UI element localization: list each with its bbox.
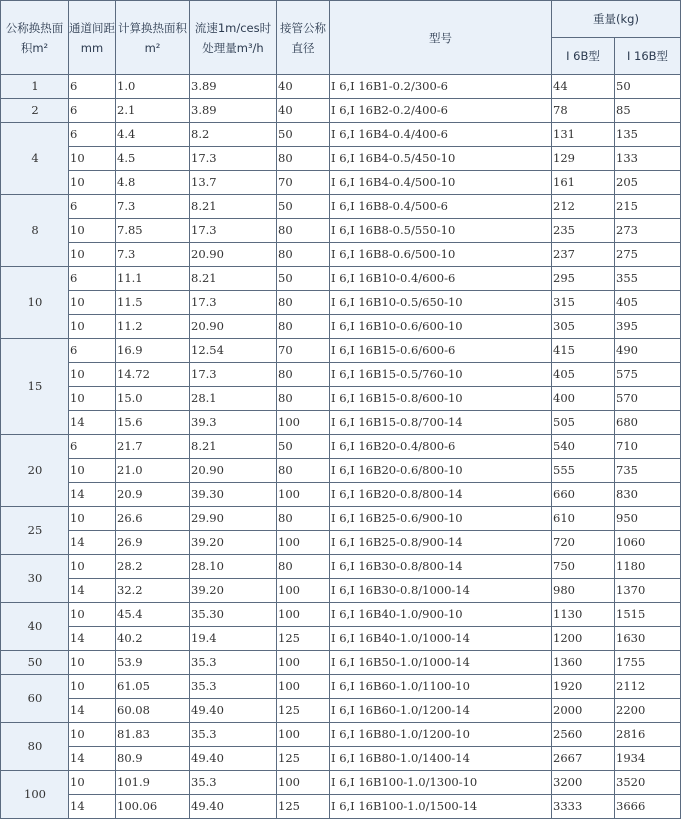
weight-16b-cell: 1630 xyxy=(615,627,681,651)
model-cell: I 6,I 16B40-1.0/1000-14 xyxy=(330,627,552,651)
table-row xyxy=(1,459,681,483)
gap-cell: 6 xyxy=(69,75,116,99)
weight-6b-cell: 295 xyxy=(552,267,615,291)
weight-16b-cell: 205 xyxy=(615,171,681,195)
table-row xyxy=(1,387,681,411)
calc-area-cell: 15.0 xyxy=(116,387,190,411)
pipe-cell: 50 xyxy=(277,195,330,219)
weight-16b-cell: 1515 xyxy=(615,603,681,627)
pipe-cell: 40 xyxy=(277,75,330,99)
weight-16b-cell: 1934 xyxy=(615,747,681,771)
weight-6b-cell: 235 xyxy=(552,219,615,243)
calc-area-cell: 7.85 xyxy=(116,219,190,243)
weight-16b-cell: 273 xyxy=(615,219,681,243)
area-cell: 2 xyxy=(1,99,69,123)
area-cell: 60 xyxy=(1,675,69,723)
pipe-cell: 80 xyxy=(277,507,330,531)
weight-6b-cell: 3200 xyxy=(552,771,615,795)
pipe-cell: 100 xyxy=(277,603,330,627)
weight-16b-cell: 710 xyxy=(615,435,681,459)
pipe-cell: 100 xyxy=(277,483,330,507)
flow-cell: 3.89 xyxy=(190,99,277,123)
weight-6b-cell: 400 xyxy=(552,387,615,411)
calc-area-cell: 14.72 xyxy=(116,363,190,387)
weight-6b-cell: 1130 xyxy=(552,603,615,627)
flow-cell: 17.3 xyxy=(190,147,277,171)
weight-6b-cell: 405 xyxy=(552,363,615,387)
pipe-cell: 100 xyxy=(277,675,330,699)
table-row xyxy=(1,771,681,795)
flow-cell: 35.3 xyxy=(190,651,277,675)
flow-cell: 12.54 xyxy=(190,339,277,363)
gap-cell: 10 xyxy=(69,315,116,339)
header-weight-6b: I 6B型 xyxy=(552,38,615,75)
flow-cell: 8.21 xyxy=(190,195,277,219)
calc-area-cell: 61.05 xyxy=(116,675,190,699)
gap-cell: 10 xyxy=(69,243,116,267)
weight-6b-cell: 660 xyxy=(552,483,615,507)
weight-16b-cell: 1060 xyxy=(615,531,681,555)
pipe-cell: 125 xyxy=(277,699,330,723)
pipe-cell: 50 xyxy=(277,123,330,147)
flow-cell: 49.40 xyxy=(190,747,277,771)
weight-16b-cell: 950 xyxy=(615,507,681,531)
calc-area-cell: 80.9 xyxy=(116,747,190,771)
weight-6b-cell: 131 xyxy=(552,123,615,147)
model-cell: I 6,I 16B8-0.4/500-6 xyxy=(330,195,552,219)
table-row xyxy=(1,603,681,627)
weight-16b-cell: 275 xyxy=(615,243,681,267)
model-cell: I 6,I 16B8-0.5/550-10 xyxy=(330,219,552,243)
area-cell: 80 xyxy=(1,723,69,771)
flow-cell: 35.30 xyxy=(190,603,277,627)
model-cell: I 6,I 16B60-1.0/1100-10 xyxy=(330,675,552,699)
flow-cell: 39.3 xyxy=(190,411,277,435)
pipe-cell: 50 xyxy=(277,435,330,459)
calc-area-cell: 45.4 xyxy=(116,603,190,627)
gap-cell: 14 xyxy=(69,795,116,819)
flow-cell: 19.4 xyxy=(190,627,277,651)
weight-6b-cell: 315 xyxy=(552,291,615,315)
gap-cell: 10 xyxy=(69,219,116,243)
weight-6b-cell: 237 xyxy=(552,243,615,267)
weight-16b-cell: 830 xyxy=(615,483,681,507)
pipe-cell: 100 xyxy=(277,531,330,555)
table-row xyxy=(1,171,681,195)
gap-cell: 10 xyxy=(69,363,116,387)
pipe-cell: 40 xyxy=(277,99,330,123)
model-cell: I 6,I 16B10-0.5/650-10 xyxy=(330,291,552,315)
gap-cell: 10 xyxy=(69,651,116,675)
model-cell: I 6,I 16B25-0.8/900-14 xyxy=(330,531,552,555)
weight-16b-cell: 135 xyxy=(615,123,681,147)
weight-6b-cell: 1920 xyxy=(552,675,615,699)
flow-cell: 8.2 xyxy=(190,123,277,147)
table-row xyxy=(1,555,681,579)
table-row xyxy=(1,123,681,147)
calc-area-cell: 100.06 xyxy=(116,795,190,819)
gap-cell: 10 xyxy=(69,555,116,579)
flow-cell: 49.40 xyxy=(190,795,277,819)
calc-area-cell: 21.0 xyxy=(116,459,190,483)
table-row xyxy=(1,699,681,723)
calc-area-cell: 32.2 xyxy=(116,579,190,603)
flow-cell: 20.90 xyxy=(190,459,277,483)
weight-6b-cell: 212 xyxy=(552,195,615,219)
flow-cell: 39.20 xyxy=(190,531,277,555)
calc-area-cell: 4.4 xyxy=(116,123,190,147)
calc-area-cell: 2.1 xyxy=(116,99,190,123)
gap-cell: 10 xyxy=(69,723,116,747)
weight-16b-cell: 2816 xyxy=(615,723,681,747)
gap-cell: 10 xyxy=(69,507,116,531)
calc-area-cell: 28.2 xyxy=(116,555,190,579)
weight-16b-cell: 735 xyxy=(615,459,681,483)
table-row xyxy=(1,195,681,219)
pipe-cell: 80 xyxy=(277,315,330,339)
pipe-cell: 125 xyxy=(277,795,330,819)
gap-cell: 6 xyxy=(69,339,116,363)
flow-cell: 49.40 xyxy=(190,699,277,723)
pipe-cell: 80 xyxy=(277,363,330,387)
table-row xyxy=(1,579,681,603)
weight-6b-cell: 610 xyxy=(552,507,615,531)
model-cell: I 6,I 16B15-0.8/700-14 xyxy=(330,411,552,435)
table-row xyxy=(1,627,681,651)
calc-area-cell: 21.7 xyxy=(116,435,190,459)
gap-cell: 14 xyxy=(69,531,116,555)
area-cell: 30 xyxy=(1,555,69,603)
weight-16b-cell: 2200 xyxy=(615,699,681,723)
area-cell: 50 xyxy=(1,651,69,675)
gap-cell: 10 xyxy=(69,387,116,411)
calc-area-cell: 4.5 xyxy=(116,147,190,171)
weight-6b-cell: 415 xyxy=(552,339,615,363)
table-row xyxy=(1,675,681,699)
flow-cell: 35.3 xyxy=(190,771,277,795)
model-cell: I 6,I 16B50-1.0/1000-14 xyxy=(330,651,552,675)
gap-cell: 14 xyxy=(69,747,116,771)
flow-cell: 13.7 xyxy=(190,171,277,195)
gap-cell: 6 xyxy=(69,99,116,123)
table-row xyxy=(1,723,681,747)
weight-16b-cell: 3520 xyxy=(615,771,681,795)
pipe-cell: 100 xyxy=(277,579,330,603)
gap-cell: 10 xyxy=(69,603,116,627)
flow-cell: 39.30 xyxy=(190,483,277,507)
pipe-cell: 125 xyxy=(277,747,330,771)
weight-16b-cell: 575 xyxy=(615,363,681,387)
calc-area-cell: 60.08 xyxy=(116,699,190,723)
table-row xyxy=(1,531,681,555)
model-cell: I 6,I 16B40-1.0/900-10 xyxy=(330,603,552,627)
gap-cell: 10 xyxy=(69,459,116,483)
pipe-cell: 100 xyxy=(277,723,330,747)
model-cell: I 6,I 16B20-0.8/800-14 xyxy=(330,483,552,507)
weight-6b-cell: 129 xyxy=(552,147,615,171)
table-row xyxy=(1,147,681,171)
calc-area-cell: 11.1 xyxy=(116,267,190,291)
pipe-cell: 100 xyxy=(277,411,330,435)
weight-6b-cell: 3333 xyxy=(552,795,615,819)
weight-16b-cell: 50 xyxy=(615,75,681,99)
weight-16b-cell: 133 xyxy=(615,147,681,171)
gap-cell: 14 xyxy=(69,411,116,435)
weight-6b-cell: 161 xyxy=(552,171,615,195)
model-cell: I 6,I 16B1-0.2/300-6 xyxy=(330,75,552,99)
calc-area-cell: 20.9 xyxy=(116,483,190,507)
flow-cell: 20.90 xyxy=(190,243,277,267)
weight-6b-cell: 720 xyxy=(552,531,615,555)
header-weight: 重量(kg) xyxy=(552,1,681,38)
table-row xyxy=(1,411,681,435)
table-header xyxy=(1,1,681,75)
model-cell: I 6,I 16B8-0.6/500-10 xyxy=(330,243,552,267)
pipe-cell: 100 xyxy=(277,771,330,795)
gap-cell: 10 xyxy=(69,291,116,315)
flow-cell: 39.20 xyxy=(190,579,277,603)
model-cell: I 6,I 16B20-0.6/800-10 xyxy=(330,459,552,483)
model-cell: I 6,I 16B60-1.0/1200-14 xyxy=(330,699,552,723)
weight-16b-cell: 1755 xyxy=(615,651,681,675)
weight-16b-cell: 2112 xyxy=(615,675,681,699)
table-row xyxy=(1,267,681,291)
weight-6b-cell: 1200 xyxy=(552,627,615,651)
model-cell: I 6,I 16B100-1.0/1300-10 xyxy=(330,771,552,795)
calc-area-cell: 11.2 xyxy=(116,315,190,339)
table-row xyxy=(1,363,681,387)
model-cell: I 6,I 16B4-0.4/400-6 xyxy=(330,123,552,147)
area-cell: 4 xyxy=(1,123,69,195)
table-row xyxy=(1,75,681,99)
table-row xyxy=(1,219,681,243)
flow-cell: 17.3 xyxy=(190,291,277,315)
calc-area-cell: 7.3 xyxy=(116,195,190,219)
flow-cell: 28.1 xyxy=(190,387,277,411)
area-cell: 8 xyxy=(1,195,69,267)
table-row xyxy=(1,99,681,123)
header-calc-area: 计算换热面积m² xyxy=(116,1,190,75)
calc-area-cell: 11.5 xyxy=(116,291,190,315)
table-row xyxy=(1,795,681,819)
calc-area-cell: 53.9 xyxy=(116,651,190,675)
weight-16b-cell: 680 xyxy=(615,411,681,435)
header-flow: 流速1m/ces时处理量m³/h xyxy=(190,1,277,75)
calc-area-cell: 26.9 xyxy=(116,531,190,555)
model-cell: I 6,I 16B4-0.5/450-10 xyxy=(330,147,552,171)
gap-cell: 6 xyxy=(69,267,116,291)
gap-cell: 10 xyxy=(69,147,116,171)
gap-cell: 10 xyxy=(69,771,116,795)
table-body xyxy=(1,75,681,819)
gap-cell: 14 xyxy=(69,699,116,723)
pipe-cell: 125 xyxy=(277,627,330,651)
model-cell: I 6,I 16B30-0.8/800-14 xyxy=(330,555,552,579)
model-cell: I 6,I 16B10-0.4/600-6 xyxy=(330,267,552,291)
model-cell: I 6,I 16B80-1.0/1400-14 xyxy=(330,747,552,771)
gap-cell: 10 xyxy=(69,675,116,699)
model-cell: I 6,I 16B25-0.6/900-10 xyxy=(330,507,552,531)
weight-6b-cell: 980 xyxy=(552,579,615,603)
model-cell: I 6,I 16B80-1.0/1200-10 xyxy=(330,723,552,747)
area-cell: 100 xyxy=(1,771,69,819)
table-row xyxy=(1,291,681,315)
pipe-cell: 80 xyxy=(277,147,330,171)
gap-cell: 6 xyxy=(69,123,116,147)
pipe-cell: 80 xyxy=(277,219,330,243)
pipe-cell: 80 xyxy=(277,243,330,267)
gap-cell: 6 xyxy=(69,195,116,219)
weight-6b-cell: 2000 xyxy=(552,699,615,723)
calc-area-cell: 40.2 xyxy=(116,627,190,651)
weight-6b-cell: 750 xyxy=(552,555,615,579)
flow-cell: 20.90 xyxy=(190,315,277,339)
model-cell: I 6,I 16B10-0.6/600-10 xyxy=(330,315,552,339)
table-row xyxy=(1,483,681,507)
area-cell: 20 xyxy=(1,435,69,507)
gap-cell: 14 xyxy=(69,483,116,507)
header-area: 公称换热面积m² xyxy=(1,1,69,75)
header-model: 型号 xyxy=(330,1,552,75)
weight-16b-cell: 570 xyxy=(615,387,681,411)
flow-cell: 8.21 xyxy=(190,435,277,459)
table-row xyxy=(1,315,681,339)
area-cell: 40 xyxy=(1,603,69,651)
gap-cell: 10 xyxy=(69,171,116,195)
model-cell: I 6,I 16B15-0.5/760-10 xyxy=(330,363,552,387)
weight-16b-cell: 215 xyxy=(615,195,681,219)
calc-area-cell: 101.9 xyxy=(116,771,190,795)
weight-16b-cell: 355 xyxy=(615,267,681,291)
calc-area-cell: 4.8 xyxy=(116,171,190,195)
model-cell: I 6,I 16B100-1.0/1500-14 xyxy=(330,795,552,819)
model-cell: I 6,I 16B15-0.6/600-6 xyxy=(330,339,552,363)
model-cell: I 6,I 16B20-0.4/800-6 xyxy=(330,435,552,459)
table-row xyxy=(1,243,681,267)
calc-area-cell: 81.83 xyxy=(116,723,190,747)
weight-16b-cell: 395 xyxy=(615,315,681,339)
pipe-cell: 70 xyxy=(277,171,330,195)
model-cell: I 6,I 16B4-0.4/500-10 xyxy=(330,171,552,195)
header-pipe: 接管公称直径 xyxy=(277,1,330,75)
gap-cell: 14 xyxy=(69,627,116,651)
weight-16b-cell: 1180 xyxy=(615,555,681,579)
weight-16b-cell: 3666 xyxy=(615,795,681,819)
model-cell: I 6,I 16B30-0.8/1000-14 xyxy=(330,579,552,603)
weight-6b-cell: 305 xyxy=(552,315,615,339)
area-cell: 25 xyxy=(1,507,69,555)
calc-area-cell: 15.6 xyxy=(116,411,190,435)
flow-cell: 8.21 xyxy=(190,267,277,291)
table-row xyxy=(1,507,681,531)
model-cell: I 6,I 16B2-0.2/400-6 xyxy=(330,99,552,123)
header-weight-16b: I 16B型 xyxy=(615,38,681,75)
table-row xyxy=(1,339,681,363)
pipe-cell: 80 xyxy=(277,387,330,411)
pipe-cell: 80 xyxy=(277,555,330,579)
calc-area-cell: 26.6 xyxy=(116,507,190,531)
weight-6b-cell: 555 xyxy=(552,459,615,483)
gap-cell: 6 xyxy=(69,435,116,459)
weight-6b-cell: 2667 xyxy=(552,747,615,771)
weight-6b-cell: 505 xyxy=(552,411,615,435)
gap-cell: 14 xyxy=(69,579,116,603)
header-gap: 通道间距mm xyxy=(69,1,116,75)
calc-area-cell: 16.9 xyxy=(116,339,190,363)
calc-area-cell: 7.3 xyxy=(116,243,190,267)
weight-16b-cell: 1370 xyxy=(615,579,681,603)
area-cell: 1 xyxy=(1,75,69,99)
area-cell: 15 xyxy=(1,339,69,435)
flow-cell: 35.3 xyxy=(190,675,277,699)
flow-cell: 35.3 xyxy=(190,723,277,747)
pipe-cell: 100 xyxy=(277,651,330,675)
flow-cell: 28.10 xyxy=(190,555,277,579)
table-row xyxy=(1,435,681,459)
model-cell: I 6,I 16B15-0.8/600-10 xyxy=(330,387,552,411)
table-row xyxy=(1,651,681,675)
weight-6b-cell: 44 xyxy=(552,75,615,99)
area-cell: 10 xyxy=(1,267,69,339)
flow-cell: 17.3 xyxy=(190,219,277,243)
table-row xyxy=(1,747,681,771)
weight-6b-cell: 540 xyxy=(552,435,615,459)
pipe-cell: 80 xyxy=(277,291,330,315)
weight-6b-cell: 2560 xyxy=(552,723,615,747)
pipe-cell: 70 xyxy=(277,339,330,363)
weight-6b-cell: 1360 xyxy=(552,651,615,675)
flow-cell: 3.89 xyxy=(190,75,277,99)
pipe-cell: 50 xyxy=(277,267,330,291)
pipe-cell: 80 xyxy=(277,459,330,483)
weight-16b-cell: 490 xyxy=(615,339,681,363)
weight-6b-cell: 78 xyxy=(552,99,615,123)
flow-cell: 29.90 xyxy=(190,507,277,531)
calc-area-cell: 1.0 xyxy=(116,75,190,99)
weight-16b-cell: 405 xyxy=(615,291,681,315)
weight-16b-cell: 85 xyxy=(615,99,681,123)
flow-cell: 17.3 xyxy=(190,363,277,387)
